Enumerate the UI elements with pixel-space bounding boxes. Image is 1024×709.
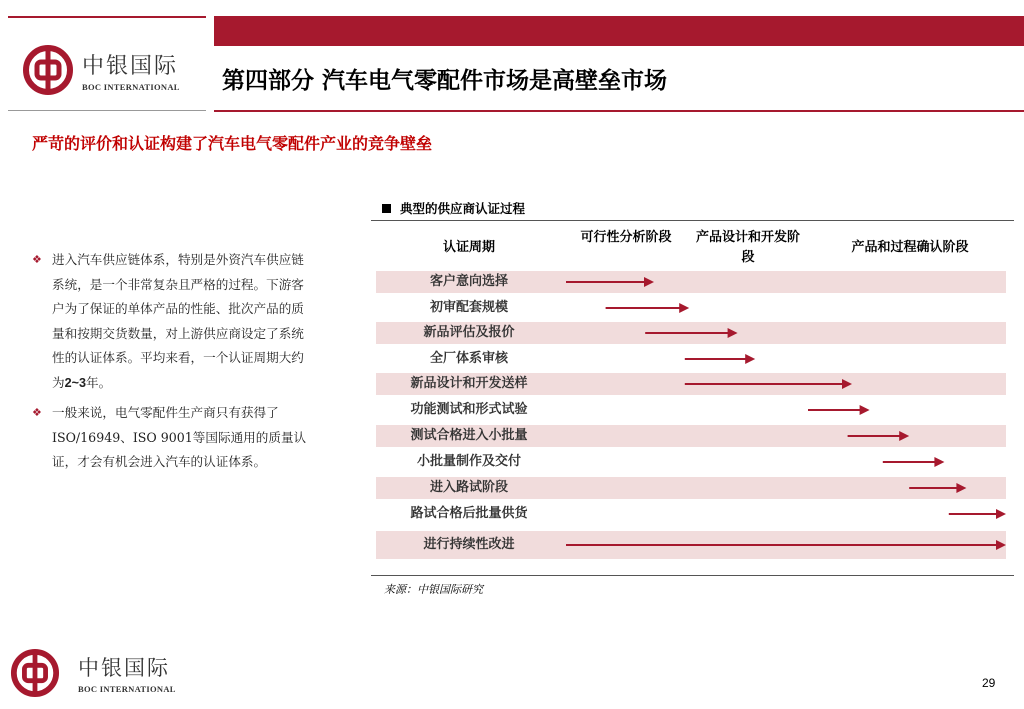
col-header-cycle: 认证周期: [442, 240, 495, 255]
stage-arrow-head: [644, 277, 654, 287]
diamond-bullet-icon: ❖: [32, 406, 42, 419]
stage-arrow-head: [956, 483, 966, 493]
phase-header-design: 产品设计和开发阶段: [695, 230, 800, 265]
bullet-text-end: 年。: [85, 374, 112, 390]
stage-arrow-head: [860, 405, 870, 415]
logo-en-text: BOC INTERNATIONAL: [78, 684, 176, 694]
stage-arrow-head: [745, 354, 755, 364]
stage-label: 新品设计和开发送样: [410, 376, 528, 391]
logo-en-text: BOC INTERNATIONAL: [82, 81, 180, 92]
diagram-bottom-rule: [371, 575, 1014, 576]
boc-coin-icon: [10, 648, 60, 698]
stage-label: 进入路试阶段: [429, 480, 508, 495]
phase-header-feasibility: 可行性分析阶段: [580, 230, 672, 245]
stage-label: 客户意向选择: [429, 274, 508, 289]
diagram-title-text: 典型的供应商认证过程: [400, 201, 526, 216]
stage-label: 全厂体系审核: [429, 351, 508, 366]
stage-label: 小批量制作及交付: [416, 454, 521, 469]
stage-label: 测试合格进入小批量: [410, 428, 528, 443]
phase-header-validation: 产品和过程确认阶段: [851, 240, 969, 255]
source-note: 来源：中银国际研究: [384, 583, 483, 596]
subtitle: 严苛的评价和认证构建了汽车电气零配件产业的竞争壁垒: [32, 134, 433, 153]
stage-label: 功能测试和形式试验: [410, 402, 528, 417]
stage-arrow-head: [899, 431, 909, 441]
stage-arrow-head: [934, 457, 944, 467]
stage-arrow-head: [996, 540, 1006, 550]
stage-label: 路试合格后批量供货: [410, 506, 528, 521]
bullet-highlight: 2~3: [64, 375, 86, 390]
stage-label: 初审配套规模: [429, 300, 508, 315]
page-number: 29: [982, 676, 996, 690]
bullet-text: 进入汽车供应链体系，特别是外资汽车供应链系统，是一个非常复杂且严格的过程。下游客户为了保证的单体产品的性能、批次产品的质量和按期交货数量，对上游供应商设定了系统性的认证体系。平均来看，一个认证周期大约为: [52, 252, 304, 390]
stage-arrow-head: [842, 379, 852, 389]
page-title: 第四部分 汽车电气零配件市场是高壁垒市场: [222, 67, 668, 94]
stage-arrow-head: [679, 303, 689, 313]
stage-label: 新品评估及报价: [423, 325, 515, 340]
bullet-text: 一般来说，电气零配件生产商只有获得了ISO/16949、ISO 9001等国际通用的质量认证，才会有机会进入汽车的认证体系。: [52, 405, 307, 469]
logo-cn-text: 中银国际: [82, 53, 179, 79]
diamond-bullet-icon: ❖: [32, 253, 42, 266]
logo-cn-text: 中银国际: [78, 656, 170, 680]
stage-label: 进行持续性改进: [423, 537, 515, 552]
stage-arrow-head: [996, 509, 1006, 519]
stage-arrow-head: [728, 328, 738, 338]
boc-logo-bottom: [10, 648, 176, 698]
